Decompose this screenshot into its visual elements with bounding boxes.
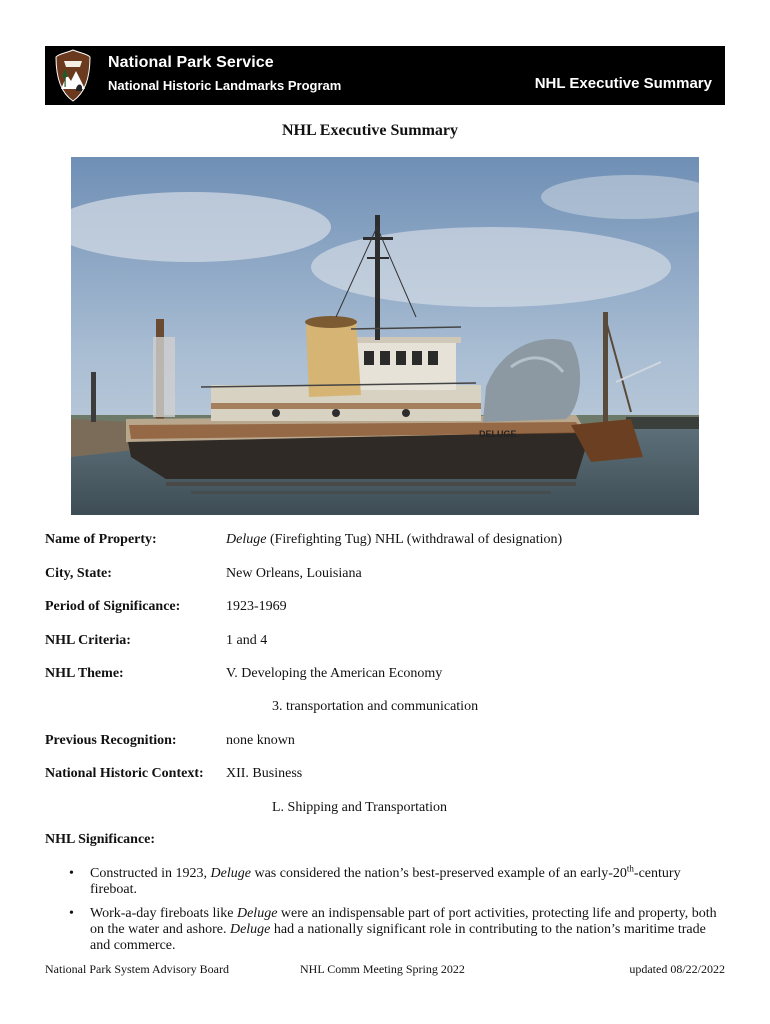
list-item [45,863,720,898]
bullet-italic: Deluge [210,866,251,881]
tugboat-photo [71,157,699,515]
previous-recognition-value: none known [226,733,295,748]
bullet-text: had a nationally significant role in contributing to the nation’s maritime trade and commerce. [90,922,706,953]
footer-right: updated 08/22/2022 [629,962,725,976]
footer-left: National Park System Advisory Board [45,962,229,976]
list-item [45,906,720,954]
theme-value: V. Developing the American Economy [226,666,443,681]
historic-context-subvalue: L. Shipping and Transportation [272,800,448,815]
page-title: NHL Executive Summary [282,122,458,139]
banner-doc-title: NHL Executive Summary [534,75,712,92]
historic-context-value: XII. Business [226,766,303,781]
significance-heading: NHL Significance: [45,832,156,847]
previous-recognition-label: Previous Recognition: [45,733,177,748]
period-value: 1923-1969 [226,599,287,614]
bullet-icon: • [69,866,74,881]
bullet-text: were an indispensable part of port activities, protecting life and property, both on the water and ashore. [90,906,717,937]
bullet-text: was considered the nation’s best-preserved example of an early-20 [250,866,627,881]
bullet-text: -century fireboat. [90,866,681,897]
bullet-text: Work-a-day fireboats like [90,906,237,921]
property-name-label: Name of Property: [45,532,157,547]
bullet-icon: • [69,906,74,921]
period-label: Period of Significance: [45,599,181,614]
bullet-superscript: th [626,863,634,874]
property-name-rest: (Firefighting Tug) NHL (withdrawal of designation) [266,532,563,547]
nps-arrowhead-logo-icon [55,49,91,102]
bullet-text: Constructed in 1923, [90,866,211,881]
program-name: National Historic Landmarks Program [108,78,342,93]
bullet-italic: Deluge [229,922,271,937]
theme-label: NHL Theme: [45,666,124,681]
theme-subvalue: 3. transportation and communication [272,699,479,714]
property-name-italic: Deluge [226,532,267,547]
criteria-value: 1 and 4 [226,633,268,648]
footer-center: NHL Comm Meeting Spring 2022 [300,962,465,976]
bullet-italic: Deluge [236,906,278,921]
header-banner [45,46,725,105]
city-state-value: New Orleans, Louisiana [226,566,362,581]
historic-context-label: National Historic Context: [45,766,204,781]
property-name-value [226,532,562,548]
city-state-label: City, State: [45,566,112,581]
hull-name-label: DELUGE [479,429,517,439]
criteria-label: NHL Criteria: [45,633,131,648]
org-name: National Park Service [108,54,274,71]
significance-list [45,863,720,962]
